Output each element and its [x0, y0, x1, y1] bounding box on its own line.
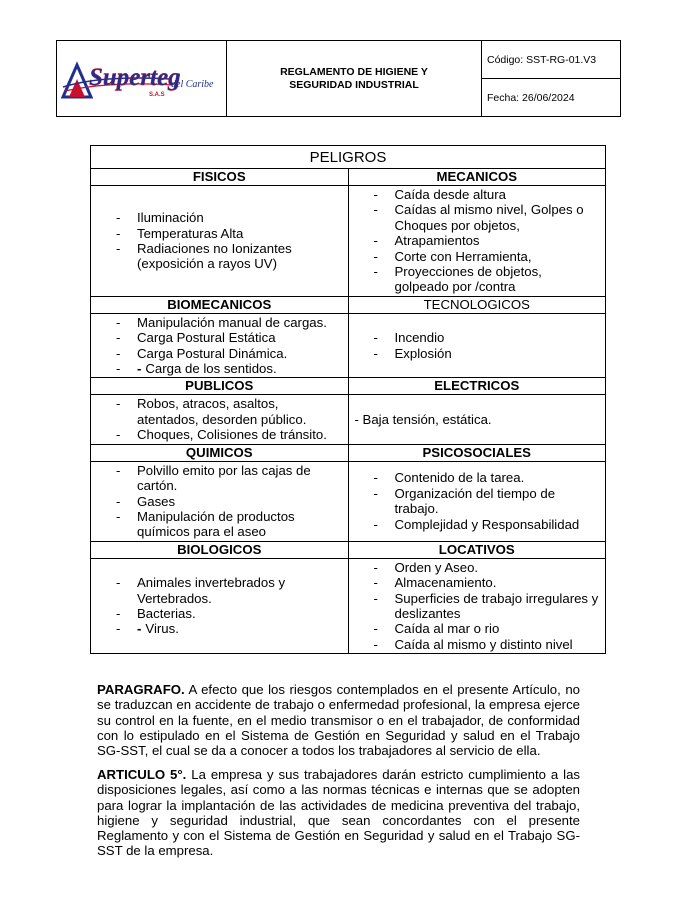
hazard-item-text: Carga Postural Estática [137, 330, 276, 346]
bullet-dash-icon: - [116, 621, 121, 637]
hazard-item [91, 396, 344, 411]
hazard-item [91, 575, 344, 590]
hazard-item [91, 478, 344, 493]
hazard-item [349, 187, 602, 202]
hazard-item [349, 202, 602, 217]
hazard-item-text: Almacenamiento. [394, 575, 497, 591]
hazard-category-header: BIOLOGICOS [91, 541, 349, 558]
hazard-item-list [349, 559, 606, 653]
hazard-item [91, 210, 344, 225]
paragraph-label: PARAGRAFO. [97, 682, 185, 697]
hazard-item-cell [348, 558, 606, 653]
hazard-item-text: Bacterias. [137, 605, 196, 621]
hazard-item-list [349, 329, 606, 362]
hazard-item-text: Choques, Colisiones de tránsito. [137, 427, 327, 443]
paragraph-articulo-5 [97, 767, 580, 859]
hazard-item [349, 486, 602, 501]
hazard-item [91, 463, 344, 478]
bullet-dash-icon: - [116, 427, 121, 443]
hazard-item-text: deslizantes [394, 605, 461, 621]
bullet-dash-icon: - [373, 187, 378, 202]
bullet-dash-icon: - [116, 575, 121, 591]
bullet-dash-icon: - [373, 248, 378, 264]
hazard-item-list [91, 314, 348, 378]
hazard-item-list [91, 395, 348, 443]
bullet-dash-icon: - [373, 485, 378, 501]
bullet-dash-icon: - [116, 396, 121, 412]
hazard-item-text: golpeado por /contra [394, 279, 516, 295]
bullet-dash-icon: - [116, 210, 121, 226]
hazard-item [91, 621, 344, 636]
hazard-item-text: Caídas al mismo nivel, Golpes o [394, 202, 584, 218]
hazard-item-text: Incendio [394, 330, 445, 346]
bullet-dash-icon: - [373, 516, 378, 532]
hazard-item [91, 524, 344, 539]
hazard-item-cell [348, 313, 606, 378]
hazard-items-row [91, 395, 606, 444]
hazard-item [349, 470, 602, 485]
hazard-item [91, 606, 344, 621]
hazard-item [91, 241, 344, 256]
bullet-dash-icon: - [116, 345, 121, 361]
title-line-2: SEGURIDAD INDUSTRIAL [289, 78, 419, 91]
hazard-item-text: Animales invertebrados y [137, 575, 286, 591]
hazard-item-list [91, 462, 348, 541]
bullet-dash-icon: - [373, 590, 378, 606]
hazard-item-text: - Baja tensión, estática. [354, 411, 492, 427]
hazard-category-header: QUIMICOS [91, 444, 349, 461]
hazard-item [349, 637, 602, 652]
hazard-item-text: Radiaciones no Ionizantes [137, 240, 292, 256]
hazard-item-text: (exposición a rayos UV) [137, 256, 277, 272]
hazard-item [349, 501, 602, 516]
hazard-item-text: Manipulación de productos [137, 508, 295, 524]
paragraph-label: ARTICULO 5°. [97, 767, 187, 782]
hazard-category-header: LOCATIVOS [348, 541, 606, 558]
hazard-item-text: Caída al mismo y distinto nivel [394, 636, 573, 652]
hazard-item-text: Iluminación [137, 210, 204, 226]
hazard-item-list [91, 209, 348, 273]
hazard-item-text: Corte con Herramienta, [394, 248, 532, 264]
hazard-category-row [91, 444, 606, 461]
hazard-item-text: Complejidad y Responsabilidad [394, 516, 580, 532]
hazard-category-row [91, 296, 606, 313]
hazard-item [349, 218, 602, 233]
hazard-item-text: Proyecciones de objetos, [394, 264, 542, 280]
hazard-item-text: Choques por objetos, [394, 217, 520, 233]
hazard-item [91, 494, 344, 509]
hazard-item-text: Carga de los sentidos. [145, 361, 277, 377]
hazard-item-text: Organización del tiempo de [394, 485, 556, 501]
bullet-dash-icon: - [373, 202, 378, 218]
hazard-category-header: BIOMECANICOS [91, 296, 349, 313]
hazard-item-text: Atrapamientos [394, 233, 480, 249]
bullet-dash-icon: - [373, 575, 378, 591]
hazard-category-header: MECANICOS [348, 169, 606, 186]
item-prefix: - [137, 361, 142, 377]
hazard-item-text: Caída al mar o rio [394, 621, 500, 637]
hazard-item-text: Vertebrados. [137, 590, 212, 606]
hazard-item-text: cartón. [137, 478, 178, 494]
hazard-item-text: Contenido de la tarea. [394, 470, 525, 486]
hazards-title: PELIGROS [91, 146, 606, 169]
bullet-dash-icon: - [116, 330, 121, 346]
hazard-item-text: Superficies de trabajo irregulares y [394, 590, 599, 606]
hazard-item-list [91, 574, 348, 638]
hazard-items-row [91, 313, 606, 378]
hazard-item-text: Temperaturas Alta [137, 225, 244, 241]
hazard-item [349, 330, 602, 345]
hazard-item [349, 575, 602, 590]
hazard-item [91, 509, 344, 524]
item-prefix: - [137, 621, 142, 637]
bullet-dash-icon: - [116, 240, 121, 256]
hazard-item-text: Gases [137, 493, 176, 509]
hazard-item [349, 346, 602, 361]
hazard-item [91, 315, 344, 330]
bullet-dash-icon: - [373, 330, 378, 346]
hazard-item [349, 517, 602, 532]
bullet-dash-icon: - [373, 345, 378, 361]
hazard-item [91, 412, 344, 427]
bullet-dash-icon: - [373, 621, 378, 637]
hazard-item-text: Caída desde altura [394, 187, 506, 202]
paragraph-text: La empresa y sus trabajadores darán estricto cumplimiento a las disposiciones legales, así como a las normas técnicas e internas que se adopten para lograr la implantación de las actividades de medicina preventiva del trabajo, higiene y seguridad industrial, que sean concordantes con el presente Reglamento y con el Sistema de Gestión en Seguridad y salud en el Trabajo SG-SST de la empresa. [97, 767, 580, 859]
hazard-item [349, 233, 602, 248]
hazard-items-row [91, 461, 606, 541]
hazard-item-cell [91, 461, 349, 541]
hazard-item-cell [91, 313, 349, 378]
bullet-dash-icon: - [116, 225, 121, 241]
hazard-item-list [349, 186, 606, 296]
paragraph-text: A efecto que los riesgos contemplados en el presente Artículo, no se traduzcan en accidente de trabajo o enfermedad profesional, la empresa ejerce su control en la fuente, en el medio transmisor o en el trabajador, de conformidad con lo estipulado en el Sistema de Gestión en Seguridad y salud en el Trabajo SG-SST, el cual se da a conocer a todos los trabajadores al servicio de ella. [97, 682, 580, 759]
bullet-dash-icon: - [116, 605, 121, 621]
hazard-item [349, 264, 602, 279]
hazard-item [349, 621, 602, 636]
hazard-item-text: Manipulación manual de cargas. [137, 314, 327, 330]
logo-cell [57, 41, 227, 117]
hazard-item-text: trabajo. [394, 501, 439, 517]
hazard-item-text: atentados, desorden público. [137, 411, 307, 427]
hazard-item-text: Robos, atracos, asaltos, [137, 396, 279, 412]
hazard-item-text: Orden y Aseo. [394, 559, 479, 575]
hazard-item [91, 256, 344, 271]
bullet-dash-icon: - [116, 462, 121, 478]
hazard-item-text: Carga Postural Dinámica. [137, 345, 288, 361]
hazard-item-cell [348, 186, 606, 297]
bullet-dash-icon: - [373, 264, 378, 280]
hazard-items-row [91, 558, 606, 653]
hazard-category-row [91, 378, 606, 395]
hazard-item [91, 591, 344, 606]
hazard-item [349, 591, 602, 606]
hazard-item [91, 346, 344, 361]
bullet-dash-icon: - [116, 314, 121, 330]
hazard-category-header: FISICOS [91, 169, 349, 186]
hazard-item [91, 330, 344, 345]
document-date: Fecha: 26/06/2024 [482, 79, 621, 117]
hazard-items-row [91, 186, 606, 297]
bullet-dash-icon: - [373, 233, 378, 249]
hazard-item-text: Explosión [394, 345, 452, 361]
document-code: Código: SST-RG-01.V3 [482, 41, 621, 79]
hazard-item-cell [91, 558, 349, 653]
company-logo [57, 43, 226, 115]
hazard-item-cell [91, 186, 349, 297]
hazard-item-cell [348, 395, 606, 444]
bullet-dash-icon: - [116, 493, 121, 509]
hazard-item [91, 427, 344, 442]
hazards-table [90, 145, 606, 654]
hazard-item-text: Polvillo emito por las cajas de [137, 462, 311, 478]
hazard-category-header: TECNOLOGICOS [348, 296, 606, 313]
document-header [56, 40, 621, 117]
hazard-item-cell [348, 461, 606, 541]
hazard-item [91, 226, 344, 241]
bullet-dash-icon: - [373, 636, 378, 652]
logo-suffix: del Caribe [171, 78, 214, 90]
logo-wordmark: Superteg [89, 63, 181, 91]
logo-sas: S.A.S [149, 91, 165, 98]
hazard-category-row [91, 541, 606, 558]
hazard-item [91, 361, 344, 376]
bullet-dash-icon: - [116, 361, 121, 377]
hazard-item [349, 279, 602, 294]
document-title [227, 41, 482, 117]
hazard-item [349, 560, 602, 575]
superteg-logo-icon [61, 57, 223, 101]
hazard-item-text: Virus. [145, 621, 179, 637]
hazard-item-cell [91, 395, 349, 444]
paragraph-paragrafo [97, 682, 580, 758]
bullet-dash-icon: - [373, 470, 378, 486]
hazard-category-row [91, 169, 606, 186]
bullet-dash-icon: - [116, 508, 121, 524]
title-line-1: REGLAMENTO DE HIGIENE Y [280, 65, 428, 78]
hazard-category-header: PUBLICOS [91, 378, 349, 395]
hazard-category-header: ELECTRICOS [348, 378, 606, 395]
hazard-item-text: químicos para el aseo [137, 524, 267, 540]
hazard-item [349, 249, 602, 264]
hazard-item [349, 606, 602, 621]
hazard-category-header: PSICOSOCIALES [348, 444, 606, 461]
hazard-item-list [349, 469, 606, 533]
bullet-dash-icon: - [373, 559, 378, 575]
